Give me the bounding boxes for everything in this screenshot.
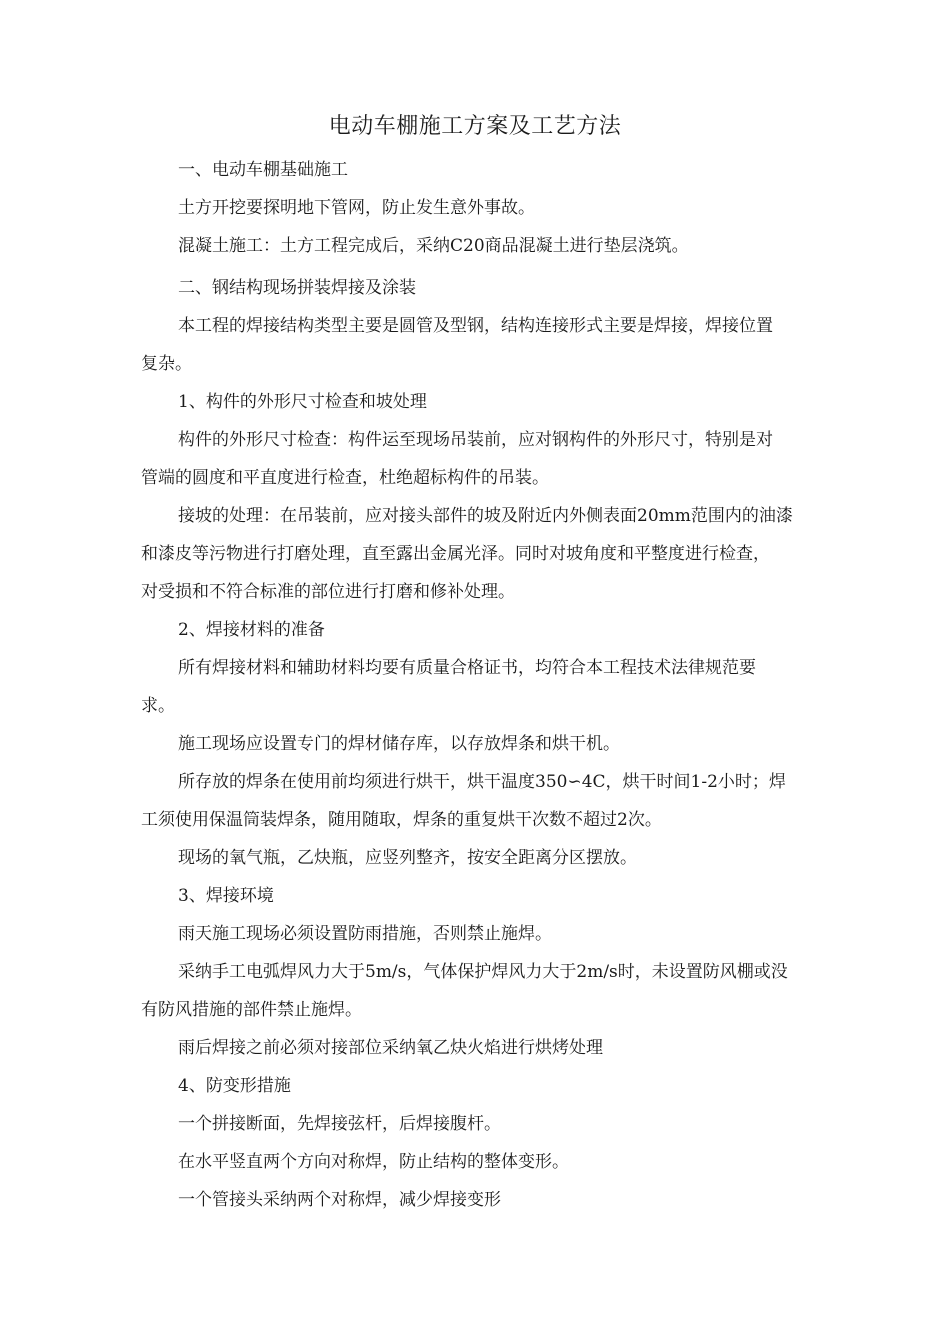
paragraph-line: 求。 [141,696,175,716]
subsection-heading-2: 2、焊接材料的准备 [178,620,325,640]
paragraph-line: 有防风措施的部件禁止施焊。 [141,1000,362,1020]
section-heading-2: 二、钢结构现场拼装焊接及涂装 [178,278,416,298]
subsection-heading-3: 3、焊接环境 [178,886,274,906]
paragraph-line: 雨天施工现场必须设置防雨措施，否则禁止施焊。 [178,924,552,944]
subsection-heading-4: 4、防变形措施 [178,1076,291,1096]
paragraph-line: 对受损和不符合标准的部位进行打磨和修补处理。 [141,582,515,602]
subsection-heading-1: 1、构件的外形尺寸检查和坡处理 [178,392,427,412]
paragraph-line: 施工现场应设置专门的焊材储存库，以存放焊条和烘干机。 [178,734,620,754]
section-heading-1: 一、电动车棚基础施工 [178,160,348,180]
paragraph-line: 在水平竖直两个方向对称焊，防止结构的整体变形。 [178,1152,569,1172]
paragraph-line: 土方开挖要探明地下管网，防止发生意外事故。 [178,198,535,218]
paragraph-line: 一个拼接断面，先焊接弦杆，后焊接腹杆。 [178,1114,501,1134]
paragraph-line: 本工程的焊接结构类型主要是圆管及型钢，结构连接形式主要是焊接，焊接位置 [178,316,773,336]
paragraph-line: 复杂。 [141,354,192,374]
paragraph-line: 雨后焊接之前必须对接部位采纳氧乙炔火焰进行烘烤处理 [178,1038,603,1058]
paragraph-line: 接坡的处理：在吊装前，应对接头部件的坡及附近内外侧表面20mm范围内的油漆 [178,506,793,526]
paragraph-line: 管端的圆度和平直度进行检查，杜绝超标构件的吊装。 [141,468,549,488]
paragraph-line: 一个管接头采纳两个对称焊，减少焊接变形 [178,1190,501,1210]
paragraph-line: 和漆皮等污物进行打磨处理，直至露出金属光泽。同时对坡角度和平整度进行检查， [141,544,770,564]
paragraph-line: 混凝土施工：土方工程完成后，采纳C20商品混凝土进行垫层浇筑。 [178,236,689,256]
paragraph-line: 构件的外形尺寸检查：构件运至现场吊装前，应对钢构件的外形尺寸，特别是对 [178,430,773,450]
paragraph-line: 工须使用保温筒装焊条，随用随取，焊条的重复烘干次数不超过2次。 [141,810,662,830]
paragraph-line: 所有焊接材料和辅助材料均要有质量合格证书，均符合本工程技术法律规范要 [178,658,756,678]
document-title: 电动车棚施工方案及工艺方法 [328,114,622,139]
paragraph-line: 现场的氧气瓶，乙炔瓶，应竖列整齐，按安全距离分区摆放。 [178,848,637,868]
paragraph-line: 所存放的焊条在使用前均须进行烘干，烘干温度350∽4C，烘干时间1-2小时；焊 [178,772,786,792]
paragraph-line: 采纳手工电弧焊风力大于5m/s，气体保护焊风力大于2m/s时，未设置防风棚或没 [178,962,788,982]
